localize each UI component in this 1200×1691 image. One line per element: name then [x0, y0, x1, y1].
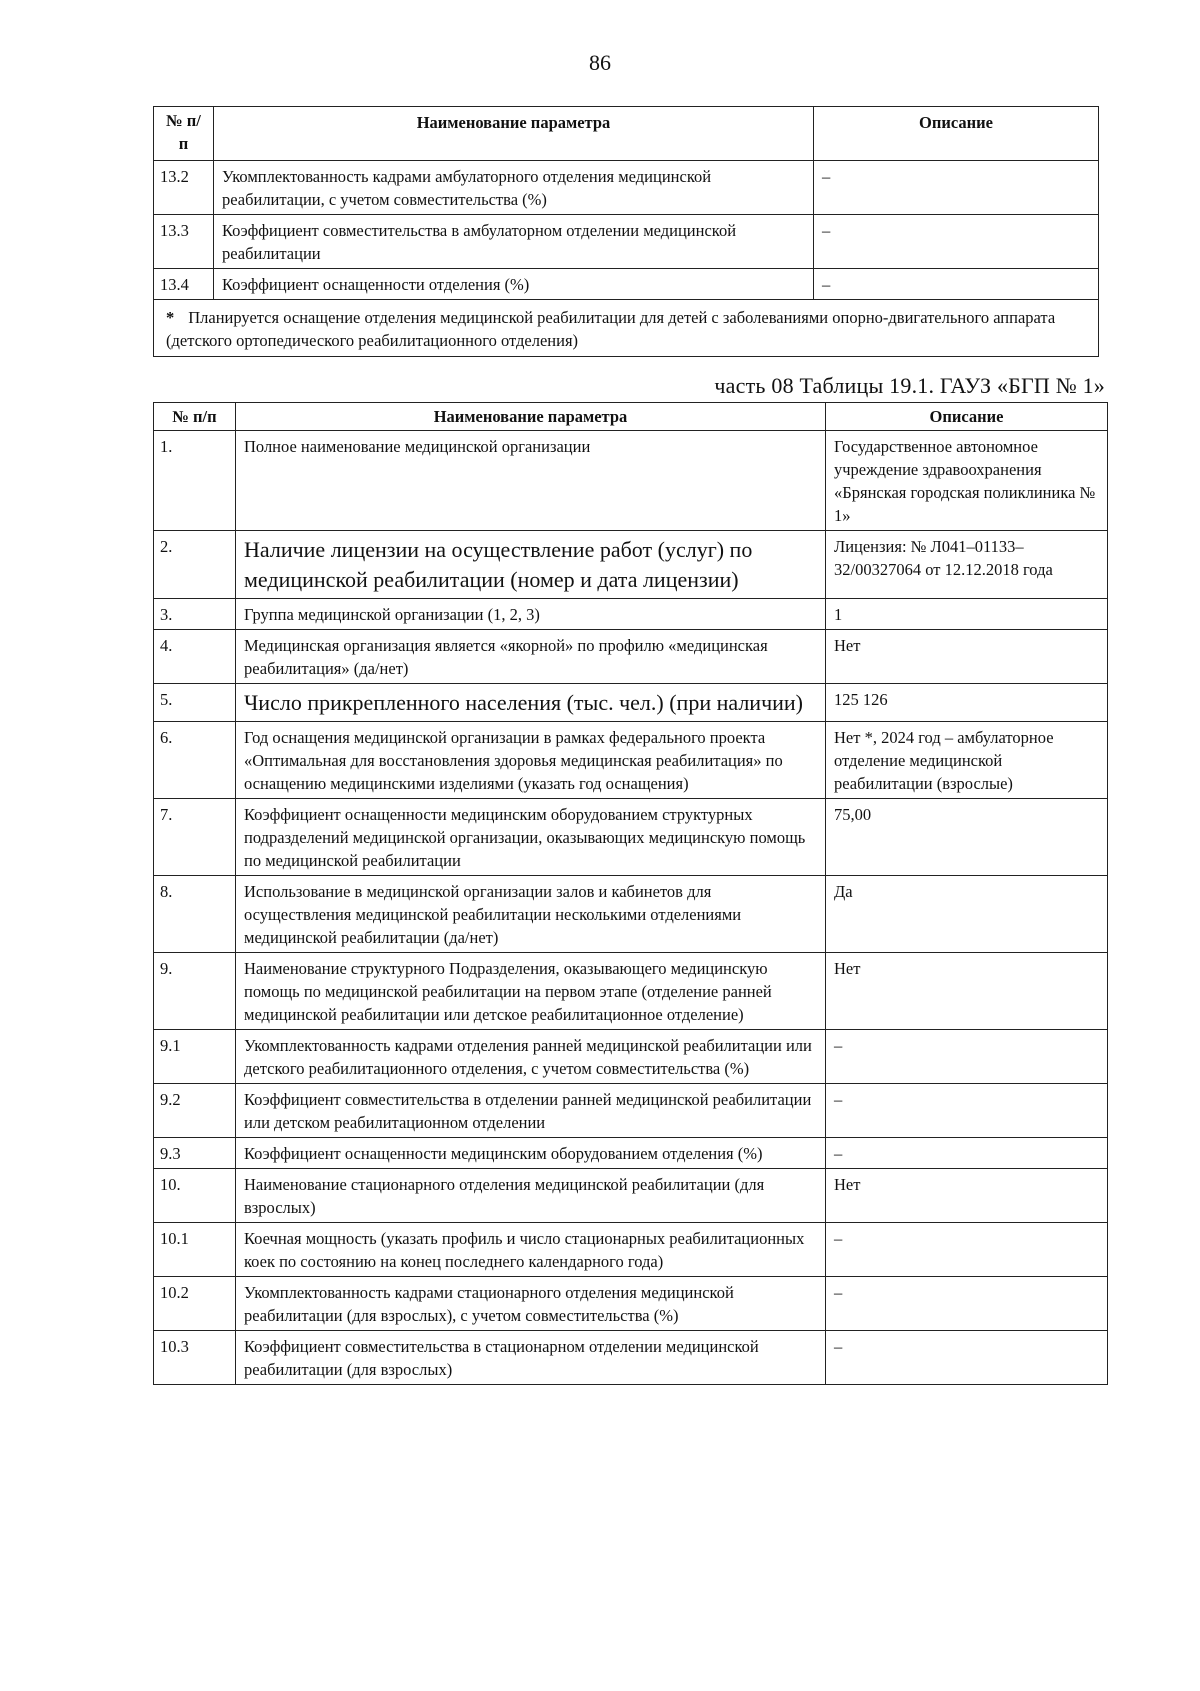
row-description: Лицензия: № Л041–01133–32/00327064 от 12.12.2018 года [826, 531, 1108, 599]
row-parameter: Использование в медицинской организации залов и кабинетов для осуществления медицинской реабилитации несколькими отделениями медицинской реабилитации (да/нет) [236, 876, 826, 953]
row-number: 9.1 [154, 1030, 236, 1084]
table-row [154, 269, 1099, 300]
row-description: 1 [826, 599, 1108, 630]
row-parameter: Укомплектованность кадрами отделения ранней медицинской реабилитации или детского реабилитационного отделения, с учетом совместительства (%) [236, 1030, 826, 1084]
row-number: 1. [154, 431, 236, 531]
row-description: – [826, 1277, 1108, 1331]
header-number: № п/п [154, 403, 236, 431]
row-parameter: Медицинская организация является «якорной» по профилю «медицинская реабилитация» (да/нет) [236, 630, 826, 684]
row-number: 10.1 [154, 1223, 236, 1277]
table-row [154, 431, 1108, 531]
table-header-row [154, 403, 1108, 431]
row-parameter: Коэффициент оснащенности отделения (%) [214, 269, 814, 300]
row-description: 125 126 [826, 684, 1108, 722]
row-number: 8. [154, 876, 236, 953]
row-parameter: Коэффициент оснащенности медицинским оборудованием структурных подразделений медицинской организации, оказывающих медицинскую помощь по медицинской реабилитации [236, 799, 826, 876]
table-row [154, 531, 1108, 599]
row-number: 2. [154, 531, 236, 599]
table-row [154, 1030, 1108, 1084]
row-parameter: Наличие лицензии на осуществление работ (услуг) по медицинской реабилитации (номер и дата лицензии) [236, 531, 826, 599]
row-parameter: Коэффициент совместительства в стационарном отделении медицинской реабилитации (для взрослых) [236, 1331, 826, 1385]
row-number: 9.2 [154, 1084, 236, 1138]
row-number: 13.4 [154, 269, 214, 300]
row-parameter: Коэффициент совместительства в отделении ранней медицинской реабилитации или детском реабилитационном отделении [236, 1084, 826, 1138]
row-parameter: Группа медицинской организации (1, 2, 3) [236, 599, 826, 630]
row-number: 10.2 [154, 1277, 236, 1331]
row-description: Нет [826, 953, 1108, 1030]
row-number: 13.3 [154, 215, 214, 269]
row-parameter: Укомплектованность кадрами стационарного отделения медицинской реабилитации (для взрослых), с учетом совместительства (%) [236, 1277, 826, 1331]
table-row [154, 1223, 1108, 1277]
row-description: – [826, 1030, 1108, 1084]
row-description: Да [826, 876, 1108, 953]
row-number: 10.3 [154, 1331, 236, 1385]
row-description: Нет [826, 1169, 1108, 1223]
table-row [154, 953, 1108, 1030]
header-description: Описание [826, 403, 1108, 431]
row-parameter: Коечная мощность (указать профиль и число стационарных реабилитационных коек по состоянию на конец последнего календарного года) [236, 1223, 826, 1277]
table-row [154, 161, 1099, 215]
row-description: Государственное автономное учреждение здравоохранения «Брянская городская поликлиника № 1» [826, 431, 1108, 531]
table-row [154, 684, 1108, 722]
row-number: 3. [154, 599, 236, 630]
organization-parameters-table [153, 402, 1108, 1385]
row-description: – [814, 269, 1099, 300]
row-description: – [814, 215, 1099, 269]
row-parameter: Число прикрепленного населения (тыс. чел.) (при наличии) [236, 684, 826, 722]
table-row [154, 630, 1108, 684]
row-description: – [826, 1138, 1108, 1169]
row-parameter: Укомплектованность кадрами амбулаторного отделения медицинской реабилитации, с учетом совместительства (%) [214, 161, 814, 215]
row-parameter: Полное наименование медицинской организации [236, 431, 826, 531]
row-description: Нет *, 2024 год – амбулаторное отделение медицинской реабилитации (взрослые) [826, 722, 1108, 799]
header-description: Описание [814, 107, 1099, 161]
row-number: 7. [154, 799, 236, 876]
row-number: 10. [154, 1169, 236, 1223]
row-number: 9. [154, 953, 236, 1030]
table-row [154, 215, 1099, 269]
row-number: 6. [154, 722, 236, 799]
parameters-table-continued [153, 106, 1099, 357]
table-row [154, 799, 1108, 876]
row-number: 9.3 [154, 1138, 236, 1169]
footnote-asterisk: * [166, 308, 175, 327]
row-parameter: Наименование стационарного отделения медицинской реабилитации (для взрослых) [236, 1169, 826, 1223]
row-parameter: Коэффициент совместительства в амбулаторном отделении медицинской реабилитации [214, 215, 814, 269]
header-number: № п/п [154, 107, 214, 161]
header-parameter: Наименование параметра [214, 107, 814, 161]
footnote-text: Планируется оснащение отделения медицинской реабилитации для детей с заболеваниями опорно-двигательного аппарата (детского ортопедического реабилитационного отделения) [166, 308, 1056, 350]
table-header-row [154, 107, 1099, 161]
table-row [154, 1277, 1108, 1331]
row-parameter: Год оснащения медицинской организации в рамках федерального проекта «Оптимальная для восстановления здоровья медицинская реабилитация» по оснащению медицинскими изделиями (указать год оснащения) [236, 722, 826, 799]
header-parameter: Наименование параметра [236, 403, 826, 431]
row-description: – [814, 161, 1099, 215]
row-description: – [826, 1331, 1108, 1385]
table-row [154, 1169, 1108, 1223]
footnote-cell [154, 300, 1099, 357]
table-row [154, 599, 1108, 630]
row-description: 75,00 [826, 799, 1108, 876]
row-description: Нет [826, 630, 1108, 684]
table-row [154, 1084, 1108, 1138]
row-description: – [826, 1223, 1108, 1277]
row-description: – [826, 1084, 1108, 1138]
row-parameter: Коэффициент оснащенности медицинским оборудованием отделения (%) [236, 1138, 826, 1169]
footnote-row [154, 300, 1099, 357]
row-number: 5. [154, 684, 236, 722]
row-number: 4. [154, 630, 236, 684]
page-number: 86 [589, 50, 611, 75]
table-row [154, 876, 1108, 953]
table-caption: часть 08 Таблицы 19.1. ГАУЗ «БГП № 1» [714, 373, 1105, 398]
row-parameter: Наименование структурного Подразделения, оказывающего медицинскую помощь по медицинской реабилитации на первом этапе (отделение ранней медицинской реабилитации или детское реабилитационное отделение) [236, 953, 826, 1030]
table-row [154, 722, 1108, 799]
table-row [154, 1138, 1108, 1169]
table-row [154, 1331, 1108, 1385]
row-number: 13.2 [154, 161, 214, 215]
